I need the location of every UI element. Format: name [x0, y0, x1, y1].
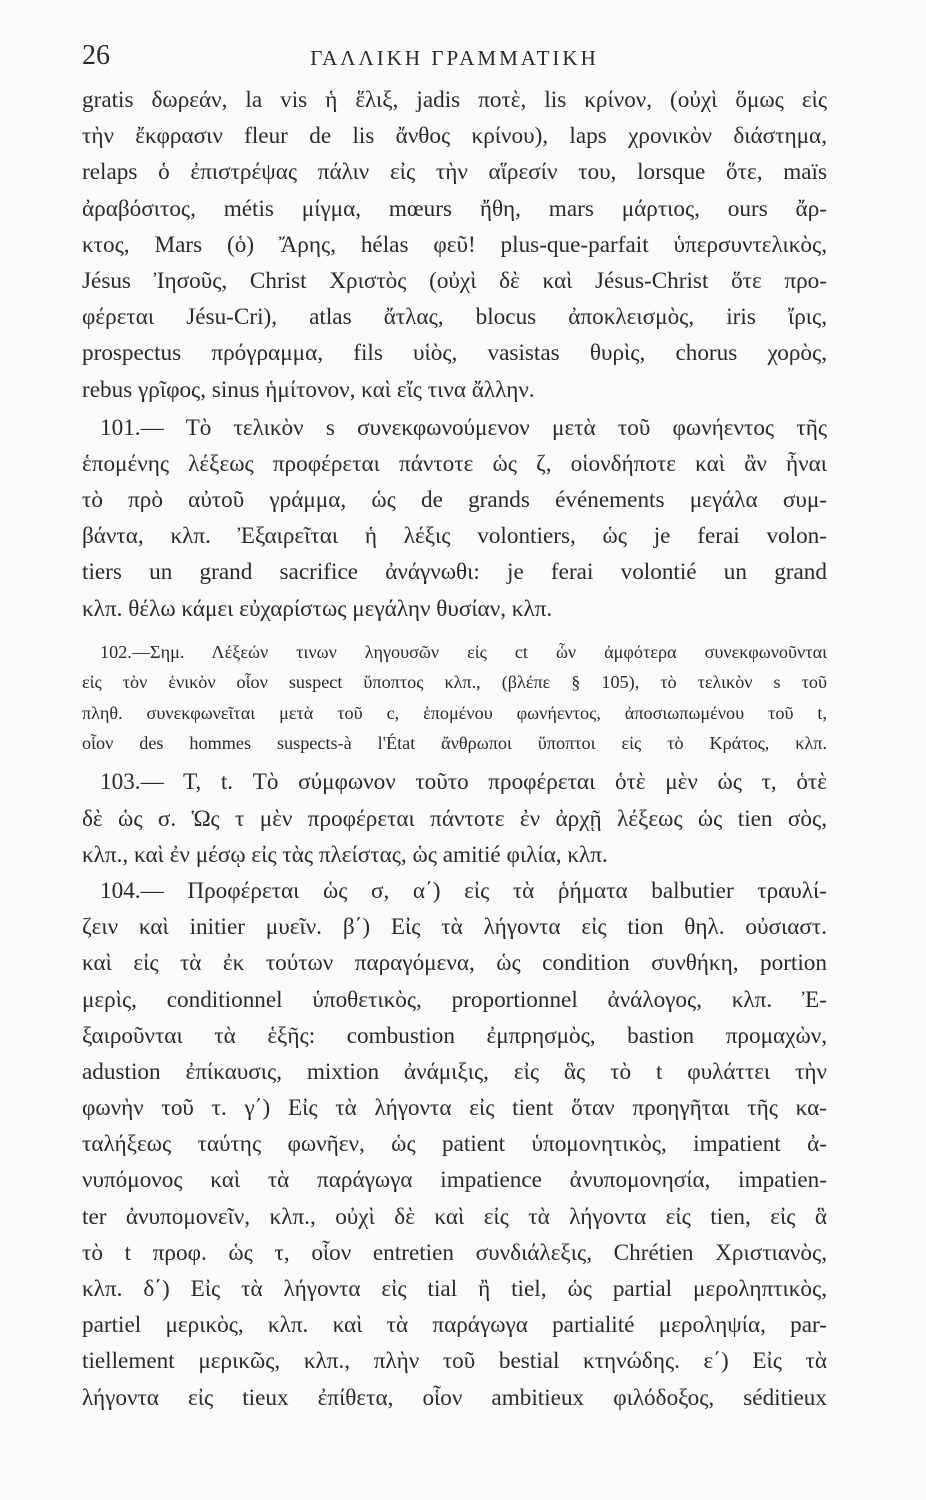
- text-line: κλπ., καὶ ἐν μέσῳ εἰς τὰς πλείστας, ὡς amitié φιλία, κλπ.: [82, 841, 608, 868]
- text-line: ter ἀνυπομονεῖν, κλπ., οὐχὶ δὲ καὶ εἰς τὰ λήγοντα εἰς tien, εἰς ἃ: [82, 1203, 827, 1230]
- text-line: relaps ὁ ἐπιστρέψας πάλιν εἰς τὴν αἵρεσίν του, lorsque ὅτε, maïs: [82, 159, 827, 186]
- text-line: ταλήξεως ταύτης φωνῆεν, ὡς patient ὑπομονητικὸς, impatient ἀ-: [82, 1131, 827, 1158]
- text-line: ἑπομένης λέξεως προφέρεται πάντοτε ὡς ζ, οἱονδήποτε καὶ ἂν ἦναι: [82, 450, 827, 477]
- text-line: ξαιροῦνται τὰ ἑξῆς: combustion ἐμπρησμὸς, bastion προμαχὼν,: [82, 1022, 827, 1049]
- text-line: φωνὴν τοῦ τ. γ΄) Εἰς τὰ λήγοντα εἰς tient ὅταν προηγῆται τῆς κα-: [82, 1095, 827, 1122]
- text-line: 102.—Σημ. Λέξεών τινων ληγουσῶν εἰς ct ὧν ἀμφότερα συνεκφωνοῦνται: [100, 641, 827, 662]
- page-number: 26: [82, 40, 110, 71]
- running-title: ΓΑΛΛΙΚΗ ΓΡΑΜΜΑΤΙΚΗ: [310, 46, 599, 70]
- paragraph-103: [82, 764, 827, 873]
- text-line: κτος, Mars (ὁ) Ἄρης, hélas φεῦ! plus-que-parfait ὑπερσυντελικὸς,: [82, 231, 827, 258]
- text-line: κλπ. θέλω κάμει εὐχαρίστως μεγάλην θυσίαν, κλπ.: [82, 595, 553, 622]
- text-line: οἷον des hommes suspects-à l'État ἄνθρωποι ὕποπτοι εἰς τὸ Κράτος, κλπ.: [82, 732, 827, 753]
- text-line: tiers un grand sacrifice ἀνάγνωθι: je ferai volontié un grand: [82, 559, 827, 586]
- text-line: εἰς τὸν ἑνικὸν οἷον suspect ὕποπτος κλπ., (βλέπε § 105), τὸ τελικὸν s τοῦ: [82, 672, 827, 693]
- text-line: καὶ εἰς τὰ ἐκ τούτων παραγόμενα, ὡς condition συνθήκη, portion: [82, 950, 827, 977]
- text-line: κλπ. δ΄) Εἰς τὰ λήγοντα εἰς tial ἢ tiel, ὡς partial μεροληπτικὸς,: [82, 1276, 827, 1302]
- text-line: ζειν καὶ initier μυεῖν. β΄) Εἰς τὰ λήγοντα εἰς tion θηλ. οὐσιαστ.: [82, 914, 827, 941]
- text-line: 104.— Προφέρεται ὡς σ, α΄) εἰς τὰ ῥήματα balbutier τραυλί-: [100, 877, 827, 904]
- text-line: prospectus πρόγραμμα, fils υἱὸς, vasistas θυρὶς, chorus χορὸς,: [82, 340, 827, 367]
- text-line: τὴν ἔκφρασιν fleur de lis ἄνθος κρίνου), laps χρονικὸν διάστημα,: [82, 123, 827, 150]
- text-line: tiellement μερικῶς, κλπ., πλὴν τοῦ bestial κτηνώδης. ε΄) Εἰς τὰ: [82, 1348, 827, 1375]
- text-line: adustion ἐπίκαυσις, mixtion ἀνάμιξις, εἰς ἃς τὸ t φυλάττει τὴν: [82, 1058, 827, 1085]
- text-line: τὸ t προφ. ὡς τ, οἷον entretien συνδιάλεξις, Chrétien Χριστιανὸς,: [82, 1239, 827, 1266]
- text-line: πληθ. συνεκφωνεῖται μετὰ τοῦ c, ἑπομένου φωνήεντος, ἀποσιωπωμένου τοῦ t,: [82, 702, 827, 723]
- text-line: δὲ ὡς σ. Ὡς τ μὲν προφέρεται πάντοτε ἐν ἀρχῇ λέξεως ὡς tien σὸς,: [82, 805, 827, 832]
- text-line: ἀραβόσιτος, métis μίγμα, mœurs ἤθη, mars μάρτιος, ours ἄρ-: [82, 195, 827, 222]
- text-line: μερὶς, conditionnel ὑποθετικὸς, proportionnel ἀνάλογος, κλπ. Ἐ-: [82, 986, 827, 1013]
- paragraph-102-note: [82, 637, 827, 759]
- body-text: [82, 82, 827, 1416]
- text-line: gratis δωρεάν, la vis ἡ ἕλιξ, jadis ποτὲ, lis κρίνον, (οὐχὶ ὅμως εἰς: [82, 87, 827, 113]
- text-line: τὸ πρὸ αὐτοῦ γράμμα, ὡς de grands événements μεγάλα συμ-: [82, 487, 827, 514]
- paragraph-101: [82, 410, 827, 627]
- text-line: 103.— T, t. Τὸ σύμφωνον τοῦτο προφέρεται ὁτὲ μὲν ὡς τ, ὁτὲ: [100, 769, 827, 796]
- paragraph-intro: [82, 82, 827, 408]
- text-line: βάντα, κλπ. Ἐξαιρεῖται ἡ λέξις volontiers, ὡς je ferai volon-: [82, 523, 827, 550]
- page-header: [82, 40, 827, 80]
- text-line: νυπόμονος καὶ τὰ παράγωγα impatience ἀνυπομονησία, impatien-: [82, 1167, 827, 1194]
- text-line: 101.— Τὸ τελικὸν s συνεκφωνούμενον μετὰ τοῦ φωνήεντος τῆς: [100, 414, 827, 441]
- text-line: partiel μερικὸς, κλπ. καὶ τὰ παράγωγα partialité μεροληψία, par-: [82, 1312, 827, 1339]
- text-line: rebus γρῖφος, sinus ἡμίτονον, καὶ εἴς τινα ἄλλην.: [82, 376, 535, 403]
- text-line: λήγοντα εἰς tieux ἐπίθετα, οἷον ambitieux φιλόδοξος, séditieux: [82, 1384, 827, 1411]
- paragraph-104: [82, 873, 827, 1416]
- text-line: Jésus Ἰησοῦς, Christ Χριστὸς (οὐχὶ δὲ καὶ Jésus-Christ ὅτε προ-: [82, 267, 827, 294]
- text-line: φέρεται Jésu-Cri), atlas ἄτλας, blocus ἀποκλεισμὸς, iris ἴρις,: [82, 304, 827, 331]
